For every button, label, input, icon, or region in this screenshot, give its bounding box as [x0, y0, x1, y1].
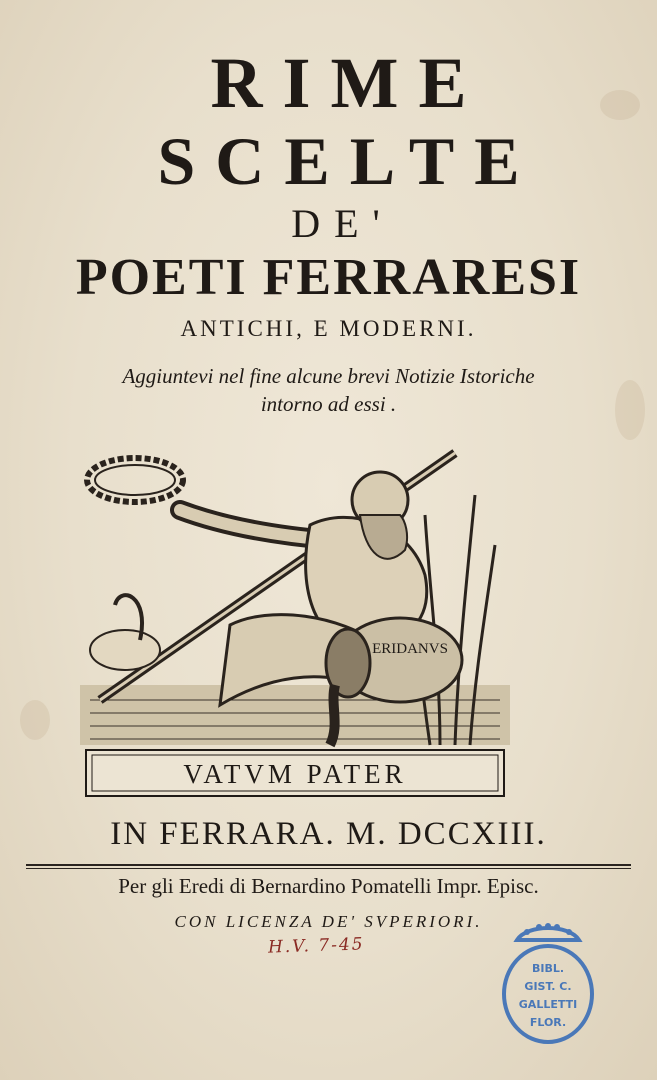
stamp-line-3: GALLETTI [518, 998, 578, 1011]
subtitle-aggiuntevi-line1: Aggiuntevi nel fine alcune brevi Notizie Istoriche [122, 364, 535, 388]
urn [326, 618, 462, 702]
pouring-water [330, 685, 335, 745]
stamp-line-1: BIBL. [531, 962, 565, 975]
subtitle-aggiuntevi-line2: intorno ad essi . [260, 392, 397, 416]
emblem-ground [80, 685, 510, 745]
laurel-wreath [87, 458, 183, 502]
title-poeti-ferraresi: POETI FERRARESI [75, 249, 582, 306]
urn-inscription: ERIDANVS [372, 641, 448, 657]
place-date: IN FERRARA. M. DCCXIII. [110, 816, 547, 852]
divider-rule [26, 864, 631, 866]
title-rime: RIME [210, 43, 487, 123]
paper-stain [20, 700, 50, 740]
license-line: CON LICENZA DE' SVPERIORI. [174, 912, 483, 931]
title-de: DE' [291, 201, 394, 246]
river-god-emblem [80, 445, 510, 805]
stamp-line-4: FLOR. [529, 1016, 567, 1029]
library-stamp [497, 922, 599, 1044]
handwritten-shelfmark: H.V. 7-45 [267, 934, 365, 958]
subtitle-antichi-moderni: ANTICHI, E MODERNI. [180, 316, 477, 341]
motto-text: VATVM PATER [183, 759, 407, 789]
stamp-line-2: GIST. C. [524, 980, 572, 993]
divider-rule-thin [26, 868, 631, 869]
swan [90, 595, 160, 670]
printer-line: Per gli Eredi di Bernardino Pomatelli Impr. Episc. [118, 874, 539, 898]
title-scelte: SCELTE [157, 123, 540, 199]
